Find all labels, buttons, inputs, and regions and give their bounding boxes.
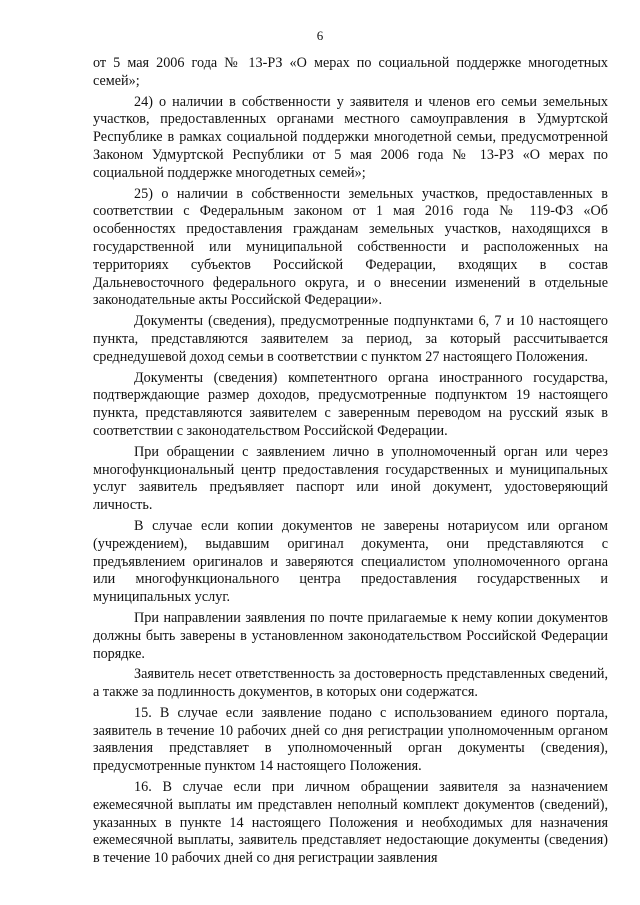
paragraph-documents-period: Документы (сведения), предусмотренные подпунктами 6, 7 и 10 настоящего пункта, представляются заявителем за период, за который рассчитывается среднедушевой доход семьи в соответствии с пунктом 27 настоящего Положения. (93, 313, 608, 365)
page-number: 6 (316, 28, 324, 43)
paragraph-item-16: 16. В случае если при личном обращении заявителя за назначением ежемесячной выплаты им представлен неполный комплект документов (сведений), указанных в пункте 14 настоящего Положения и необходимых для назначения ежемесячной выплаты, заявитель представляет недостающие документы (сведения) в течение 10 рабочих дней со дня регистрации заявления (93, 779, 608, 867)
paragraph-postal-submission: При направлении заявления по почте прилагаемые к нему копии документов должны быть заверены в установленном законодательством Российской Федерации порядке. (93, 609, 608, 662)
paragraph-applicant-responsibility: Заявитель несет ответственность за достоверность представленных сведений, а также за подлинность документов, в которых они содержатся. (93, 666, 608, 701)
paragraph-continuation: от 5 мая 2006 года № 13-РЗ «О мерах по социальной поддержке многодетных семей»; (93, 55, 608, 89)
paragraph-subitem-25: 25) о наличии в собственности земельных участков, предоставленных в соответствии с Федеральным законом от 1 мая 2016 года № 119-ФЗ «Об особенностях предоставления гражданам земельных участков, находящихся в государственной или муниципальной собственности и расположенных на территориях субъектов Российской Федерации, входящих в состав Дальневосточного федерального округа, и о внесении изменений в отдельные законодательные акты Российской Федерации». (93, 185, 608, 309)
paragraph-copies-certification: В случае если копии документов не заверены нотариусом или органом (учреждением), выдавшим оригинал документа, они представляются с предъявлением оригиналов и заверяются специалистом уполномоченного органа или многофункционального центра предоставления государственных и муниципальных услуг. (93, 517, 608, 606)
document-body (93, 55, 608, 871)
paragraph-item-15: 15. В случае если заявление подано с использованием единого портала, заявитель в течение 10 рабочих дней со дня регистрации уполномоченным органом заявления представляет в уполномоченный орган документы (сведения), предусмотренные пунктом 14 настоящего Положения. (93, 704, 608, 775)
paragraph-subitem-24: 24) о наличии в собственности у заявителя и членов его семьи земельных участков, предоставленных органами местного самоуправления в Удмуртской Республике в рамках социальной поддержки многодетной семьи, предусмотренной Законом Удмуртской Республики от 5 мая 2006 года № 13-РЗ «О мерах по социальной поддержке многодетных семей»; (93, 93, 608, 181)
paragraph-personal-appeal: При обращении с заявлением лично в уполномоченный орган или через многофункциональный центр предоставления государственных и муниципальных услуг заявитель предъявляет паспорт или иной документ, удостоверяющий личность. (93, 443, 608, 514)
paragraph-foreign-documents: Документы (сведения) компетентного органа иностранного государства, подтверждающие размер доходов, предусмотренные подпунктом 19 настоящего пункта, представляются заявителем с заверенным переводом на русский язык в соответствии с законодательством Российской Федерации. (93, 369, 608, 439)
